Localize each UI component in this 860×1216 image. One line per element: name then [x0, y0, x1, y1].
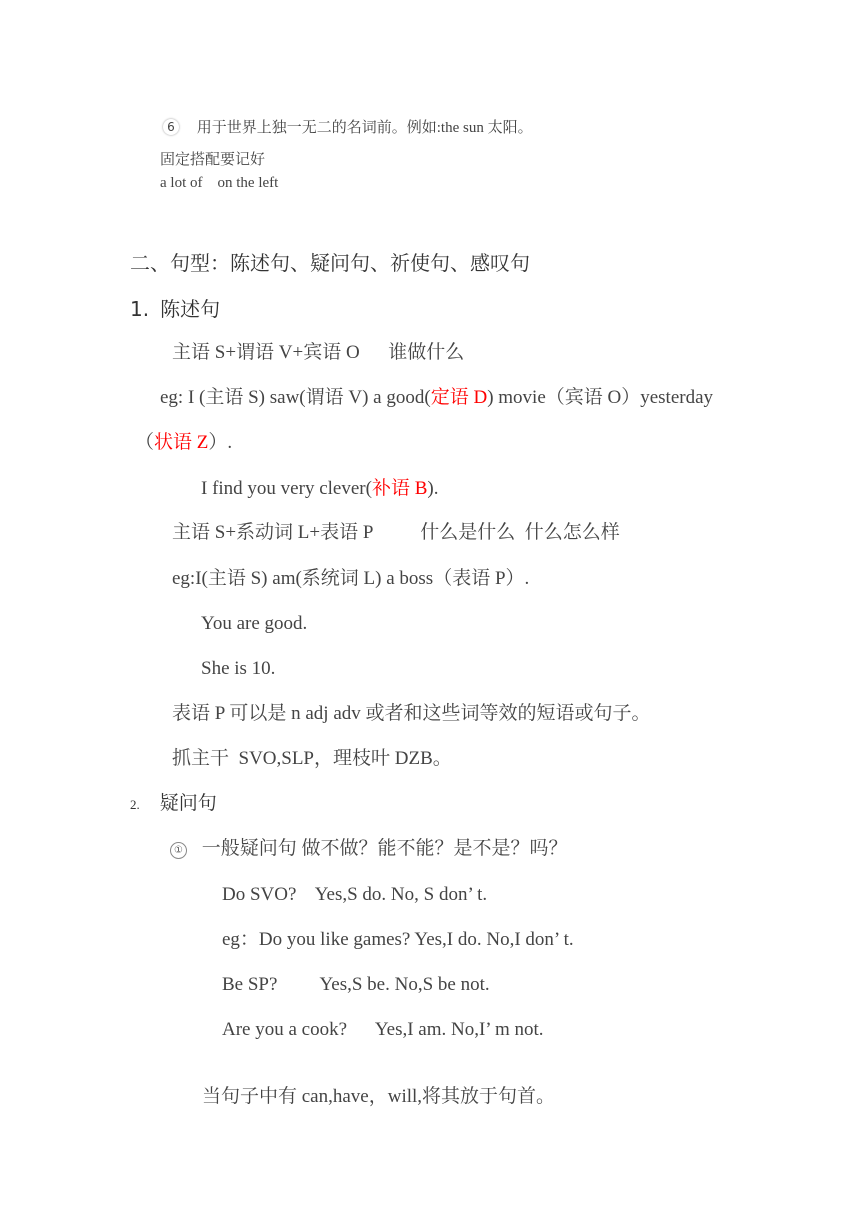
- example-text: ).: [427, 478, 439, 499]
- example-sentence-5: She is 10.: [201, 658, 276, 679]
- fixed-phrases-title: 固定搭配要记好: [160, 152, 266, 168]
- item-number-marker: 6: [163, 119, 179, 135]
- example-sentence-2: [201, 477, 438, 501]
- pattern-be: Be SP? Yes,S be. No,S be not.: [222, 974, 490, 995]
- question-type-general: [170, 837, 568, 861]
- example-sentence-4: You are good.: [201, 613, 308, 634]
- pattern-slp: 主语 S+系动词 L+表语 P 什么是什么 什么怎么样: [172, 522, 620, 543]
- example-sentence-1: [160, 386, 713, 410]
- example-text: eg: I (主语 S) saw(谓语 V) a good(: [160, 387, 431, 408]
- example-sentence-3: eg:I(主语 S) am(系统词 L) a boss（表语 P）.: [172, 568, 530, 589]
- subsection-title: 疑问句: [159, 793, 217, 814]
- example-text: ）.: [208, 432, 233, 453]
- sub-item-marker: ①: [170, 842, 187, 859]
- highlight-complement: 补语 B: [371, 478, 428, 499]
- example-do: eg：Do you like games? Yes,I do. No,I don’ t.: [222, 929, 574, 950]
- highlight-adverbial: 状语 Z: [154, 432, 209, 453]
- note-modal: 当句子中有 can,have，will,将其放于句首。: [202, 1086, 556, 1107]
- note-summary: 抓主干 SVO,SLP，理枝叶 DZB。: [172, 748, 452, 769]
- subsection-heading-2: [130, 791, 217, 816]
- pattern-svo: 主语 S+谓语 V+宾语 O 谁做什么: [172, 342, 465, 363]
- example-text: （: [135, 432, 155, 453]
- subsection-title: 陈述句: [160, 299, 221, 321]
- example-text: I find you very clever(: [201, 478, 372, 499]
- highlight-attributive: 定语 D: [430, 387, 488, 408]
- fixed-phrases-examples: a lot of on the left: [160, 175, 279, 191]
- example-be: Are you a cook? Yes,I am. No,I’ m not.: [222, 1019, 544, 1040]
- list-item-6: [163, 119, 533, 138]
- pattern-do: Do SVO? Yes,S do. No, S don’ t.: [222, 884, 488, 905]
- subsection-heading-1: [130, 297, 220, 323]
- item-text: 用于世界上独一无二的名词前。例如:the sun 太阳。: [196, 120, 533, 136]
- example-sentence-1-cont: [135, 431, 232, 455]
- question-type-title: 一般疑问句 做不做？能不能？是不是？吗？: [201, 838, 568, 859]
- example-text: ) movie（宾语 O）yesterday: [487, 387, 714, 408]
- section-heading: 二、句型：陈述句、疑问句、祈使句、感叹句: [130, 253, 530, 275]
- subsection-number: 1.: [130, 297, 150, 321]
- note-predicative: 表语 P 可以是 n adj adv 或者和这些词等效的短语或句子。: [172, 703, 651, 724]
- subsection-number: 2.: [130, 797, 140, 812]
